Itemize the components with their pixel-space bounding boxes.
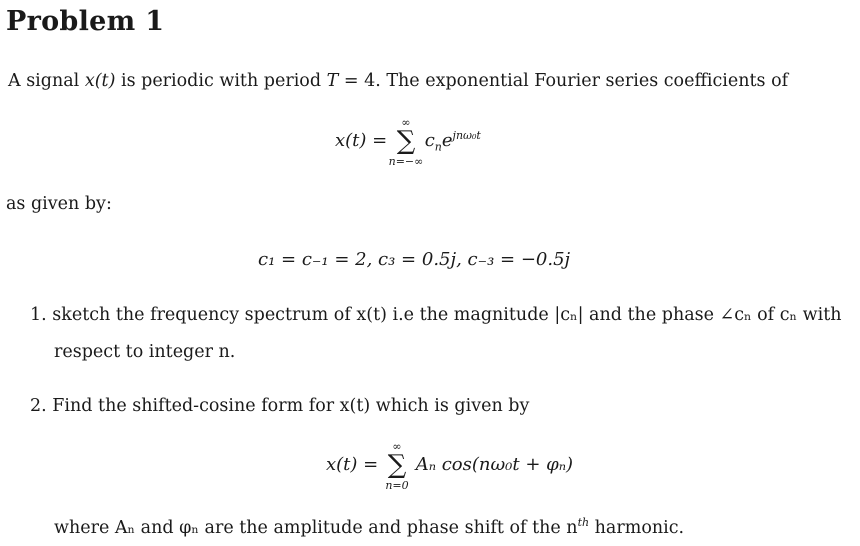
intro-paragraph (8, 71, 788, 91)
eq1-sum-upper: ∞ (401, 116, 411, 129)
eq2-term: Aₙ cos(nω₀t + φₙ) (415, 454, 574, 475)
intro-text-3: = 4. The exponential Fourier series coefficients of (338, 71, 789, 91)
where-text: where Aₙ and φₙ are the amplitude and phase shift of the $n^{th}$ harmonic. (54, 516, 685, 538)
intro-period-symbol: T (326, 71, 339, 91)
item-2-line-1: 2. Find the shifted-cosine form for x(t) which is given by (30, 396, 530, 416)
eq2-sum-symbol: ∞ ∑ n=0 (384, 452, 410, 478)
intro-text-1: A signal (8, 71, 85, 91)
eq2-sum-upper: ∞ (392, 440, 402, 453)
eq2-lhs: x(t) = (326, 454, 379, 475)
item-1-line-2: respect to integer n. (54, 342, 236, 362)
eq2-sum-lower: n=0 (385, 479, 409, 492)
shifted-cosine-equation (326, 440, 574, 492)
eq1-lhs: x(t) = (335, 130, 388, 151)
problem-title: Problem 1 (6, 6, 165, 37)
eq1-sum-lower: n=−∞ (388, 155, 424, 168)
coefficients-equation: c₁ = c₋₁ = 2, c₃ = 0.5j, c₋₃ = −0.5j (258, 249, 571, 270)
eq1-sum-symbol: ∞ ∑ n=−∞ (393, 128, 419, 154)
intro-signal: x(t) (84, 71, 116, 91)
item-1-line-1: 1. sketch the frequency spectrum of x(t) i.e the magnitude |cₙ| and the phase ∠cₙ of cₙ with (30, 305, 842, 325)
intro-text-2: is periodic with period (115, 71, 327, 91)
fourier-series-equation (335, 116, 481, 168)
eq1-term: $c_ne^{jn\omega_0t}$ (424, 129, 481, 154)
as-given-text: as given by: (6, 194, 112, 214)
